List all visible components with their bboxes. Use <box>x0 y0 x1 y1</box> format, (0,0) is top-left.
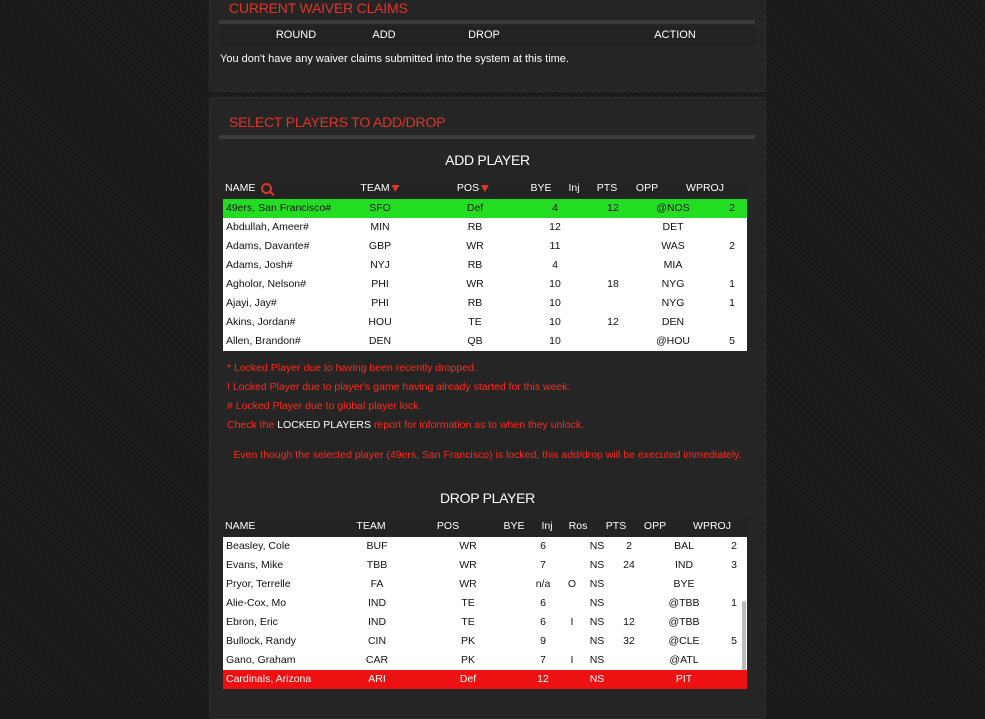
cell-name: Allen, Brandon# <box>226 335 301 347</box>
cell-pos: Def <box>459 673 477 685</box>
drop-header-bye: BYE <box>503 520 525 532</box>
select-players-title: SELECT PLAYERS TO ADD/DROP <box>229 114 446 130</box>
cell-pts: 2 <box>626 540 632 552</box>
drop-player-title: DROP PLAYER <box>440 490 535 506</box>
cell-ros: NS <box>589 578 605 590</box>
cell-wproj: 5 <box>731 635 737 647</box>
drop-header-pts: PTS <box>605 520 627 532</box>
add-player-row[interactable] <box>223 199 747 218</box>
cell-bye: 10 <box>549 278 561 290</box>
cell-pts: 18 <box>607 278 619 290</box>
cell-bye: 12 <box>537 673 549 685</box>
claims-header-row <box>219 26 755 46</box>
cell-pos: PK <box>460 654 476 666</box>
cell-team: FA <box>370 578 384 590</box>
cell-team: CIN <box>367 635 387 647</box>
lock-notes <box>227 362 584 438</box>
cell-pos: TE <box>461 616 475 628</box>
cell-team: DEN <box>368 335 392 347</box>
cell-ros: NS <box>589 673 605 685</box>
drop-header-pos: POS <box>436 520 460 532</box>
cell-pts: 12 <box>607 202 619 214</box>
cell-opp: WAS <box>661 240 685 252</box>
claims-col-drop: DROP <box>468 29 500 41</box>
drop-player-row[interactable] <box>223 632 747 651</box>
cell-team: MIN <box>370 221 390 233</box>
drop-player-row[interactable] <box>223 575 747 594</box>
add-player-row[interactable] <box>223 313 747 332</box>
cell-name: Beasley, Cole <box>226 540 291 552</box>
drop-header-wproj: WPROJ <box>693 520 731 532</box>
cell-inj: O <box>567 578 577 590</box>
cell-name: Abdullah, Ameer# <box>226 221 309 233</box>
cell-wproj: 2 <box>729 240 735 252</box>
drop-player-row[interactable] <box>223 556 747 575</box>
cell-opp: @CLE <box>668 635 700 647</box>
claims-col-add: ADD <box>372 29 396 41</box>
cell-name: Bullock, Randy <box>226 635 297 647</box>
cell-pos: QB <box>467 335 483 347</box>
cell-name: Evans, Mike <box>226 559 284 571</box>
locked-players-link[interactable]: LOCKED PLAYERS <box>277 419 371 431</box>
cell-team: PHI <box>371 297 389 309</box>
cell-name: 49ers, San Francisco# <box>226 202 332 214</box>
cell-wproj: 2 <box>731 540 737 552</box>
add-header-bye: BYE <box>530 182 552 194</box>
cell-bye: 12 <box>549 221 561 233</box>
cell-ros: NS <box>589 654 605 666</box>
cell-wproj: 1 <box>729 278 735 290</box>
drop-header-inj: Inj <box>541 520 553 532</box>
cell-pos: RB <box>467 259 483 271</box>
add-header-pts: PTS <box>596 182 618 194</box>
cell-team: NYJ <box>370 259 390 271</box>
cell-ros: NS <box>589 597 605 609</box>
cell-opp: MIA <box>663 259 683 271</box>
cell-ros: NS <box>589 559 605 571</box>
cell-opp: @NOS <box>656 202 690 214</box>
cell-name: Cardinals, Arizona <box>226 673 312 685</box>
cell-pos: WR <box>466 278 484 290</box>
cell-wproj: 3 <box>731 559 737 571</box>
cell-inj: I <box>570 654 574 666</box>
add-table-header <box>223 179 747 198</box>
drop-header-ros: Ros <box>568 520 588 532</box>
drop-header-name: NAME <box>225 520 256 532</box>
cell-name: Adams, Davante# <box>226 240 310 252</box>
no-claims-message: You don't have any waiver claims submitted into the system at this time. <box>220 53 569 65</box>
cell-ros: NS <box>589 635 605 647</box>
cell-opp: @TBB <box>668 616 700 628</box>
cell-pts: 12 <box>607 316 619 328</box>
cell-name: Gano, Graham <box>226 654 296 666</box>
add-header-pos[interactable]: POS <box>457 182 489 194</box>
add-player-row[interactable] <box>223 256 747 275</box>
note-locked-report: Check the LOCKED PLAYERS report for information as to when they unlock. <box>227 419 584 431</box>
cell-opp: PIT <box>675 673 693 685</box>
add-player-list <box>223 199 747 351</box>
cell-pos: WR <box>459 578 477 590</box>
drop-player-row[interactable] <box>223 670 747 689</box>
cell-pos: WR <box>466 240 484 252</box>
cell-bye: 7 <box>540 559 546 571</box>
add-player-row[interactable] <box>223 332 747 351</box>
drop-player-row[interactable] <box>223 594 747 613</box>
cell-pos: RB <box>467 221 483 233</box>
cell-bye: 4 <box>552 259 558 271</box>
cell-name: Ebron, Eric <box>226 616 278 628</box>
cell-bye: 7 <box>540 654 546 666</box>
cell-bye: 10 <box>549 316 561 328</box>
cell-team: TBB <box>366 559 388 571</box>
cell-team: ARI <box>368 673 386 685</box>
drop-header-team: TEAM <box>356 520 386 532</box>
cell-opp: BYE <box>673 578 695 590</box>
drop-player-row[interactable] <box>223 537 747 556</box>
add-header-opp: OPP <box>635 182 659 194</box>
cell-team: GBP <box>368 240 392 252</box>
claims-col-round: ROUND <box>275 29 317 41</box>
cell-name: Ajayi, Jay# <box>226 297 277 309</box>
cell-wproj: 1 <box>729 297 735 309</box>
add-player-row[interactable] <box>223 294 747 313</box>
cell-bye: 6 <box>540 616 546 628</box>
select-players-panel <box>209 97 766 719</box>
cell-name: Adams, Josh# <box>226 259 293 271</box>
cell-bye: 10 <box>549 297 561 309</box>
cell-opp: DEN <box>661 316 685 328</box>
cell-opp: NYG <box>661 278 685 290</box>
cell-name: Alie-Cox, Mo <box>226 597 287 609</box>
cell-bye: 11 <box>549 240 561 252</box>
cell-ros: NS <box>589 540 605 552</box>
cell-opp: IND <box>674 559 694 571</box>
cell-team: CAR <box>365 654 389 666</box>
cell-team: HOU <box>368 316 392 328</box>
note-recently-dropped: * Locked Player due to having been recently dropped. <box>227 362 477 374</box>
cell-opp: @HOU <box>656 335 690 347</box>
waiver-claims-panel <box>209 0 766 92</box>
add-header-wproj: WPROJ <box>686 182 724 194</box>
cell-pts: 12 <box>623 616 635 628</box>
cell-wproj: 1 <box>731 597 737 609</box>
drop-table-header <box>223 517 747 536</box>
cell-team: IND <box>367 597 387 609</box>
cell-bye: 9 <box>540 635 546 647</box>
cell-wproj: 2 <box>729 202 735 214</box>
cell-ros: NS <box>589 616 605 628</box>
cell-pos: WR <box>459 540 477 552</box>
cell-opp: @TBB <box>668 597 700 609</box>
add-player-row[interactable] <box>223 237 747 256</box>
note-global-lock: # Locked Player due to global player lock. <box>227 400 422 412</box>
cell-opp: @ATL <box>669 654 699 666</box>
cell-opp: DET <box>662 221 684 233</box>
section-divider <box>219 135 755 139</box>
cell-team: SFO <box>369 202 391 214</box>
cell-wproj: 5 <box>729 335 735 347</box>
cell-pts: 32 <box>623 635 635 647</box>
cell-pos: RB <box>467 297 483 309</box>
cell-pos: Def <box>466 202 484 214</box>
cell-opp: NYG <box>661 297 685 309</box>
add-header-team[interactable]: TEAM <box>360 182 399 194</box>
cell-bye: 6 <box>540 597 546 609</box>
add-header-name[interactable]: NAME <box>225 182 272 194</box>
cell-bye: n/a <box>535 578 551 590</box>
drop-player-row[interactable] <box>223 651 747 670</box>
filter-icon[interactable] <box>392 185 400 192</box>
cell-bye: 6 <box>540 540 546 552</box>
cell-pos: PK <box>460 635 476 647</box>
cell-name: Pryor, Terrelle <box>226 578 291 590</box>
cell-inj: I <box>570 616 574 628</box>
note-game-started: ! Locked Player due to player's game having already started for this week. <box>227 381 571 393</box>
add-player-row[interactable] <box>223 218 747 237</box>
cell-bye: 4 <box>552 202 558 214</box>
section-divider <box>219 20 755 24</box>
cell-team: IND <box>367 616 387 628</box>
cell-opp: BAL <box>674 540 694 552</box>
add-player-row[interactable] <box>223 275 747 294</box>
cell-pos: TE <box>468 316 482 328</box>
drop-player-row[interactable] <box>223 613 747 632</box>
cell-pts: 24 <box>623 559 635 571</box>
cell-team: PHI <box>371 278 389 290</box>
waiver-claims-title: CURRENT WAIVER CLAIMS <box>229 0 408 16</box>
cell-name: Akins, Jordan# <box>226 316 296 328</box>
cell-team: BUF <box>366 540 388 552</box>
locked-warning: Even though the selected player (49ers, San Francisco) is locked, this add/drop will be executed immediately. <box>233 449 742 461</box>
add-header-inj: Inj <box>568 182 580 194</box>
cell-bye: 10 <box>549 335 561 347</box>
drop-player-list <box>223 537 747 689</box>
cell-name: Agholor, Nelson# <box>226 278 306 290</box>
filter-icon[interactable] <box>481 185 489 192</box>
cell-pos: TE <box>461 597 475 609</box>
search-icon[interactable] <box>261 183 272 194</box>
add-player-title: ADD PLAYER <box>445 152 530 168</box>
claims-col-action: ACTION <box>654 29 696 41</box>
cell-pos: WR <box>459 559 477 571</box>
drop-header-opp: OPP <box>643 520 667 532</box>
